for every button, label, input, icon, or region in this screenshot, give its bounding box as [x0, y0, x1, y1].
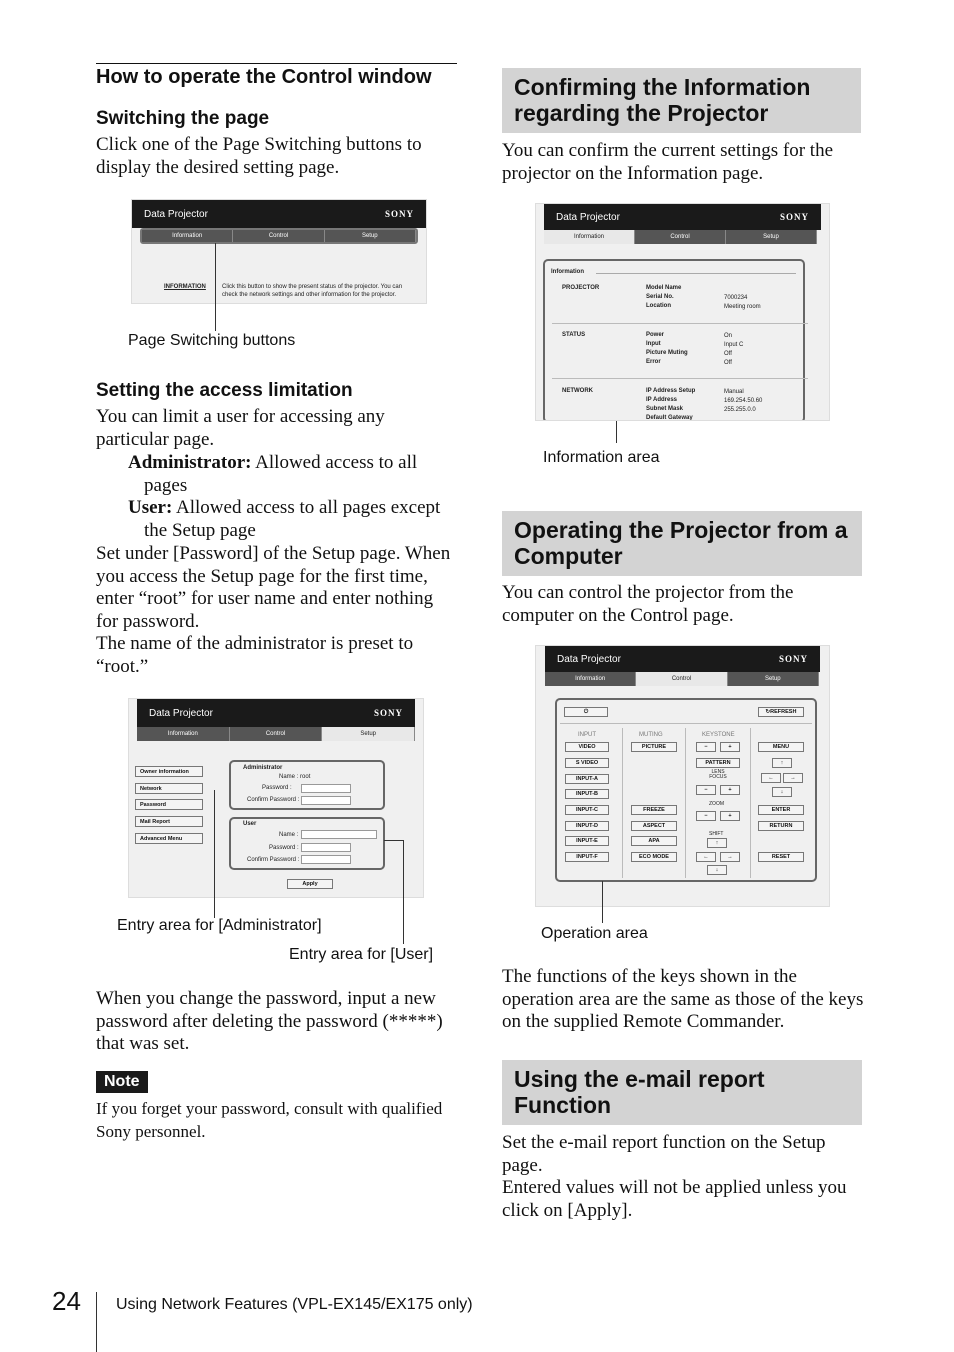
admin-password-input[interactable]: [301, 784, 351, 793]
information-caption: Information area: [543, 449, 660, 466]
switching-heading: Switching the page: [96, 108, 270, 129]
page-switch-tabs: [140, 228, 418, 244]
shift-label: SHIFT: [709, 831, 724, 837]
return-button[interactable]: RETURN: [758, 821, 804, 831]
admin-confirm-input[interactable]: [301, 796, 351, 805]
input-e-button[interactable]: INPUT-E: [565, 836, 609, 846]
operate-body: You can control the projector from the computer on the Control page.: [502, 582, 794, 626]
callout-line-admin: [214, 790, 215, 918]
access-para2: The name of the administrator is preset to “root.”: [96, 633, 414, 677]
reset-button[interactable]: RESET: [758, 852, 804, 862]
tab-setup[interactable]: Setup: [726, 230, 817, 244]
lens-focus-label: LENS FOCUS: [709, 769, 727, 780]
callout-line-user-h: [384, 840, 404, 841]
shift-up-button[interactable]: ↑: [707, 838, 727, 848]
information-desc: Click this button to show the present status of the projector. You can check the network settings and other information for the projector.: [222, 284, 403, 298]
user-label: User:: [128, 497, 173, 518]
switching-body: Click one of the Page Switching buttons to display the desired setting page.: [96, 134, 422, 178]
menu-network[interactable]: Network: [135, 783, 203, 794]
row-value: On: [724, 333, 733, 339]
input-a-button[interactable]: INPUT-A: [565, 774, 609, 784]
shift-left-button[interactable]: ←: [696, 852, 716, 862]
row-value: 169.254.50.60: [724, 398, 763, 404]
page-switch-tabs: [545, 672, 819, 686]
section-rule: [96, 63, 457, 64]
email-heading: Using the e-mail report Function: [502, 1060, 862, 1125]
information-screenshot: [535, 203, 830, 421]
menu-button[interactable]: MENU: [758, 742, 804, 752]
focus-minus-button[interactable]: −: [696, 785, 716, 795]
tab-control[interactable]: Control: [230, 727, 323, 741]
group-projector: PROJECTOR: [562, 285, 600, 291]
confirm-heading: Confirming the Information regarding the Projector: [502, 68, 861, 133]
muting-label: MUTING: [639, 732, 663, 738]
footer-rule: [96, 1292, 97, 1352]
callout-line-user: [403, 840, 404, 944]
user-confirm-input[interactable]: [301, 855, 351, 864]
power-button[interactable]: ⏻: [564, 707, 608, 717]
tab-control[interactable]: Control: [233, 230, 324, 242]
row-label: Picture Muting: [646, 350, 688, 356]
zoom-plus-button[interactable]: +: [720, 811, 740, 821]
tab-information[interactable]: Information: [142, 230, 233, 242]
group-network: NETWORK: [562, 388, 593, 394]
tab-information[interactable]: Information: [137, 727, 230, 741]
email-body1: Set the e-mail report function on the Setup page.: [502, 1132, 826, 1176]
refresh-label: REFRESH: [770, 709, 797, 715]
admin-name-value: root: [300, 774, 311, 780]
zoom-label: ZOOM: [709, 801, 724, 807]
confirm-body: You can confirm the current settings for the projector on the Information page.: [502, 140, 834, 184]
eco-mode-button[interactable]: ECO MODE: [631, 852, 677, 862]
arrow-left-button[interactable]: ←: [761, 773, 781, 783]
admin-heading: Administrator: [243, 765, 283, 771]
shot-title: Data Projector: [557, 653, 621, 665]
shot-title: Data Projector: [144, 208, 208, 220]
input-b-button[interactable]: INPUT-B: [565, 789, 609, 799]
user-text: Allowed access to all pages except the Setup page: [144, 497, 441, 541]
operate-heading: Operating the Projector from a Computer: [502, 511, 862, 576]
section-title: How to operate the Control window: [96, 66, 432, 88]
user-name-input[interactable]: [301, 830, 377, 839]
sony-logo: SONY: [778, 654, 808, 664]
input-video-button[interactable]: VIDEO: [565, 742, 609, 752]
page-switch-tabs: [544, 230, 817, 244]
freeze-button[interactable]: FREEZE: [631, 805, 677, 815]
refresh-button[interactable]: [758, 707, 804, 717]
footer-text: Using Network Features (VPL-EX145/EX175 only): [116, 1296, 473, 1313]
tab-setup[interactable]: Setup: [322, 727, 415, 741]
group-status: STATUS: [562, 332, 586, 338]
row-value: Off: [724, 351, 732, 357]
admin-password-label: Password :: [262, 785, 292, 791]
row-label: Model Name: [646, 285, 682, 291]
operation-caption: Operation area: [541, 925, 648, 942]
input-svideo-button[interactable]: S VIDEO: [565, 758, 609, 768]
admin-label: Administrator:: [128, 452, 252, 473]
tab-setup[interactable]: Setup: [728, 672, 819, 686]
keystone-plus-button[interactable]: +: [720, 742, 740, 752]
arrow-right-button[interactable]: →: [783, 773, 803, 783]
email-body2: Entered values will not be applied unless you click on [Apply].: [502, 1177, 847, 1221]
row-label: Serial No.: [646, 294, 674, 300]
row-value: 255.255.0.0: [724, 407, 756, 413]
shot-titlebar: [544, 204, 821, 230]
row-value: Manual: [724, 389, 744, 395]
keystone-minus-button[interactable]: −: [696, 742, 716, 752]
tab-information[interactable]: Information: [545, 672, 636, 686]
row-label: IP Address Setup: [646, 388, 696, 394]
pattern-button[interactable]: PATTERN: [696, 758, 740, 768]
admin-item: [96, 452, 458, 497]
arrow-up-button[interactable]: ↑: [772, 758, 792, 768]
sony-logo: SONY: [384, 209, 414, 219]
menu-mail-report[interactable]: Mail Report: [135, 816, 203, 827]
keystone-label: KEYSTONE: [702, 732, 735, 738]
page-switch-caption: Page Switching buttons: [128, 332, 296, 349]
focus-plus-button[interactable]: +: [720, 785, 740, 795]
shot-title: Data Projector: [556, 211, 620, 223]
sony-logo: SONY: [779, 212, 809, 222]
admin-name-label: Name : root: [279, 774, 311, 780]
row-label: IP Address: [646, 397, 678, 403]
refresh-icon: ↻: [765, 709, 771, 715]
zoom-minus-button[interactable]: −: [696, 811, 716, 821]
admin-text: Allowed access to all pages: [144, 452, 418, 496]
info-box-title: Information: [551, 269, 584, 275]
page-number: 24: [52, 1286, 81, 1316]
page-switch-tabs: [137, 727, 415, 741]
callout-line: [602, 881, 603, 923]
control-screenshot: [535, 645, 830, 907]
row-label: Subnet Mask: [646, 406, 684, 412]
password-para: When you change the password, input a new password after deleting the password (*****) that was set.: [96, 988, 443, 1054]
information-link[interactable]: INFORMATION: [164, 284, 206, 290]
password-screenshot: [128, 698, 424, 898]
tab-control[interactable]: Control: [635, 230, 726, 244]
shot-title: Data Projector: [149, 707, 213, 719]
row-label: Location: [646, 303, 671, 309]
aspect-button[interactable]: ASPECT: [631, 821, 677, 831]
user-name-label: Name :: [279, 832, 299, 838]
tab-information[interactable]: Information: [544, 230, 635, 244]
apa-button[interactable]: APA: [631, 836, 677, 846]
input-f-button[interactable]: INPUT-F: [565, 852, 609, 862]
access-heading: Setting the access limitation: [96, 380, 353, 401]
user-heading: User: [243, 821, 257, 827]
access-para: Set under [Password] of the Setup page. When you access the Setup page for the first time, enter “root” for user name and enter nothing for password.: [96, 543, 451, 632]
operate-after: The functions of the keys shown in the operation area are the same as those of the keys on the supplied Remote Commander.: [502, 966, 864, 1032]
shift-right-button[interactable]: →: [720, 852, 740, 862]
shot-titlebar: [132, 200, 426, 228]
tab-control[interactable]: Control: [636, 672, 727, 686]
menu-owner-information[interactable]: Owner information: [135, 766, 203, 777]
access-intro: You can limit a user for accessing any particular page.: [96, 406, 385, 450]
user-password-label: Password :: [269, 845, 299, 851]
menu-advanced[interactable]: Advanced Menu: [135, 833, 203, 844]
user-password-input[interactable]: [301, 843, 351, 852]
row-label: Default Gateway: [646, 415, 693, 421]
row-value: Meeting room: [724, 304, 761, 310]
admin-confirm-label: Confirm Password :: [247, 797, 300, 803]
row-value: Off: [724, 360, 732, 366]
note-badge: Note: [96, 1071, 148, 1093]
arrow-down-button[interactable]: ↓: [772, 787, 792, 797]
apply-button[interactable]: Apply: [287, 879, 333, 889]
user-item: [96, 497, 458, 542]
admin-entry-caption: Entry area for [Administrator]: [117, 917, 322, 934]
shift-down-button[interactable]: ↓: [707, 865, 727, 875]
shot-titlebar: [545, 646, 820, 672]
enter-button[interactable]: ENTER: [758, 805, 804, 815]
user-confirm-label: Confirm Password :: [247, 857, 300, 863]
callout-line: [215, 243, 216, 331]
row-value: Input C: [724, 342, 744, 348]
input-d-button[interactable]: INPUT-D: [565, 821, 609, 831]
input-label: INPUT: [578, 732, 596, 738]
tab-setup[interactable]: Setup: [325, 230, 416, 242]
page-switch-screenshot: [131, 199, 427, 304]
row-label: Input: [646, 341, 661, 347]
shot-titlebar: [137, 699, 415, 727]
picture-mute-button[interactable]: PICTURE: [631, 742, 677, 752]
input-c-button[interactable]: INPUT-C: [565, 805, 609, 815]
row-label: Power: [646, 332, 665, 338]
row-value: 7000234: [724, 295, 748, 301]
note-text: If you forget your password, consult with qualified Sony personnel.: [96, 1099, 443, 1141]
menu-password[interactable]: Password: [135, 799, 203, 810]
callout-line: [616, 421, 617, 443]
row-label: Error: [646, 359, 661, 365]
sony-logo: SONY: [373, 708, 403, 718]
user-entry-caption: Entry area for [User]: [289, 946, 434, 963]
